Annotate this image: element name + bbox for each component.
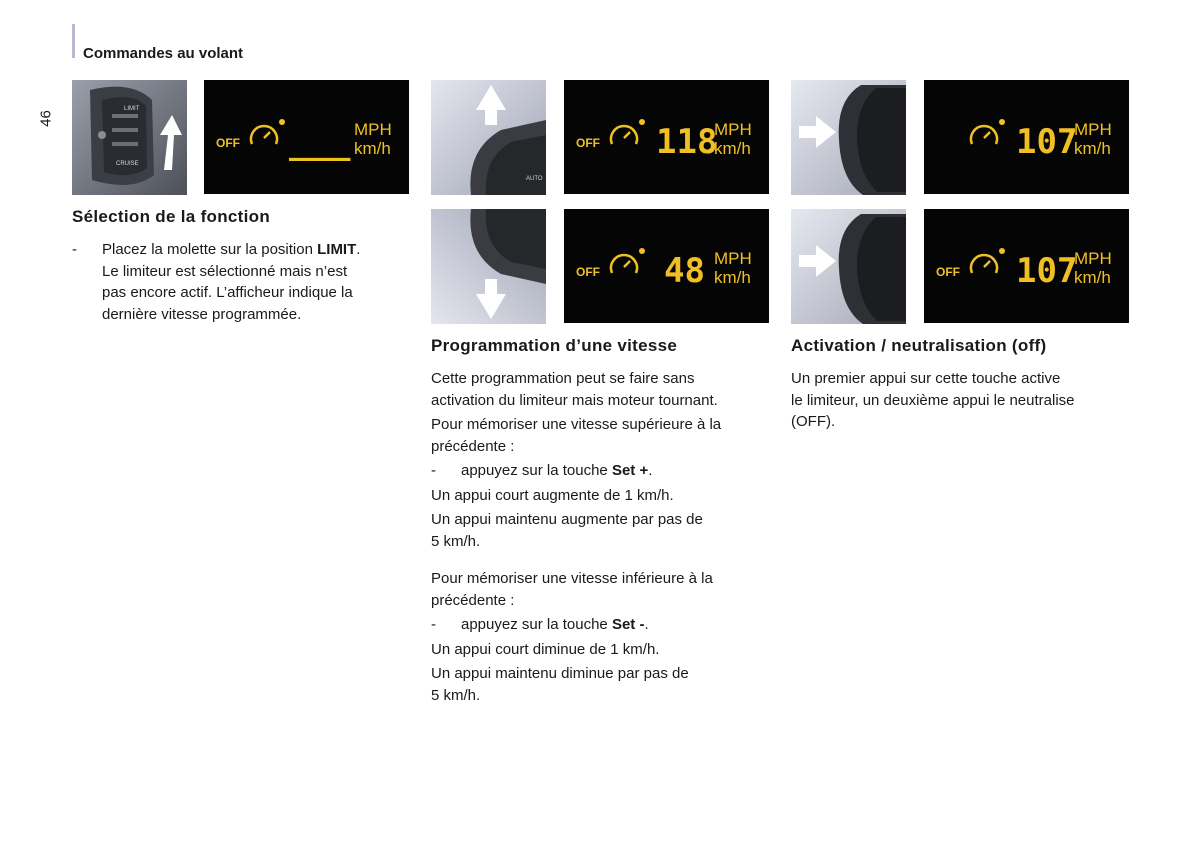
lcd-display-active [924,80,1129,194]
bullet-dash: - [431,462,436,479]
control-selector-photo [72,80,187,195]
auto-label: AUTO [526,176,543,182]
paragraph: Pour mémoriser une vitesse supérieure à la précédente : [431,416,722,455]
lcd-unit-kmh: km/h [1074,268,1111,287]
col3-text [791,336,1136,433]
lcd-speed: 107 [1016,251,1078,291]
lcd-speed: 48 [664,251,705,291]
bullet-dash: - [431,616,436,633]
lcd-speed: 107 [1016,122,1078,162]
page-number: 46 [37,110,55,127]
lcd-unit-kmh: km/h [354,139,391,158]
bullet-bold-limit: LIMIT [317,241,357,258]
lcd-display-speed-up [564,80,769,194]
limit-label: LIMIT [124,106,140,112]
speedometer-icon [251,119,285,144]
lcd-unit-mph: MPH [714,120,752,139]
lcd-unit-kmh: km/h [714,268,751,287]
lcd-display-selection [204,80,409,194]
cruise-label: CRUISE [116,161,139,167]
speedometer-icon [971,119,1005,144]
set-plus-label: Set + [611,462,649,479]
lcd-off-label: OFF [216,136,240,150]
bullet-line: pas encore actif. L’afficheur indique la [102,284,353,301]
set-minus-label: Set - [611,616,645,633]
stalk-press-photo [791,80,906,195]
col2-text [431,336,776,706]
paragraph: Cette programmation peut se faire sans activation du limiteur mais moteur tournant. [431,370,718,409]
col1-text [72,207,412,325]
lcd-unit-mph: MPH [714,249,752,268]
lcd-speed: ___ [289,122,351,162]
lcd-unit-kmh: km/h [714,139,751,158]
bullet-line: Le limiteur est sélectionné mais n’est [102,262,348,280]
lcd-display-off [924,209,1129,323]
lcd-unit-kmh: km/h [1074,139,1111,158]
paragraph: Un appui maintenu diminue par pas de 5 km/h. [431,665,689,704]
paragraph: Pour mémoriser une vitesse inférieure à la précédente : [431,570,713,609]
lcd-off-label: OFF [936,265,960,279]
bullet-set-minus: - appuyez sur la touche Set -. [431,614,776,636]
heading-selection: Sélection de la fonction [72,207,271,226]
section-title: Commandes au volant [83,45,244,62]
heading-activation: Activation / neutralisation (off) [791,336,1047,355]
lcd-off-label: OFF [576,136,600,150]
heading-programming: Programmation d’une vitesse [431,336,678,355]
bullet-line: dernière vitesse programmée. [102,305,302,323]
paragraph: Un appui maintenu augmente par pas de 5 km/h. [431,511,703,550]
lcd-unit-mph: MPH [354,120,392,139]
bullet-dash: - [72,241,77,258]
lcd-unit-mph: MPH [1074,120,1112,139]
paragraph: Un premier appui sur cette touche active le limiteur, un deuxième appui le neutralise (OFF). [791,370,1075,430]
lcd-display-speed-down [564,209,769,323]
speedometer-icon [611,119,645,144]
paragraph: Un appui court diminue de 1 km/h. [431,640,660,658]
stalk-press-photo-2 [791,209,906,324]
bullet-selection [72,239,412,325]
speedometer-icon [971,248,1005,273]
lcd-unit-mph: MPH [1074,249,1112,268]
bullet-text: Placez la molette sur la position [102,241,318,258]
speedometer-icon [611,248,645,273]
paragraph: Un appui court augmente de 1 km/h. [431,486,674,504]
lcd-off-label: OFF [576,265,600,279]
stalk-down-photo [431,209,546,324]
stalk-up-photo [431,80,546,195]
lcd-speed: 118 [656,122,718,162]
section-accent-bar [72,24,75,58]
bullet-suffix: . [356,241,361,258]
bullet-set-plus: - appuyez sur la touche Set +. [431,460,776,482]
